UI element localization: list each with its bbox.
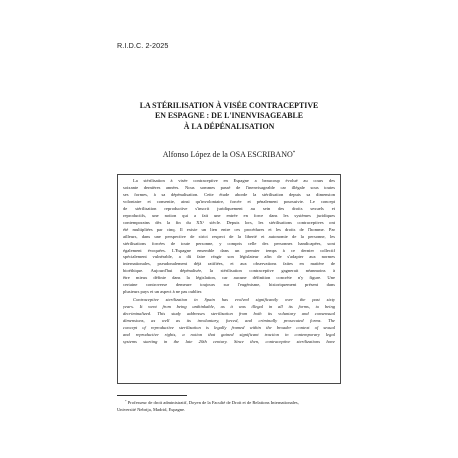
abstract-line: concept of reproductive sterilization is legally framed within the broader context of sexual bbox=[123, 325, 335, 331]
abstract-line: ailleurs, dans une perspective de strict respect de la liberté et autonomie de la personne, les bbox=[123, 233, 335, 239]
abstract-line: years. It went from being unthinkable, as it was illegal in all its forms, to being bbox=[123, 304, 335, 310]
footnote-mark: * bbox=[125, 399, 127, 403]
abstract-french bbox=[123, 178, 335, 296]
abstract-line: decriminalized. This study addresses sterilization from both its voluntary and consensual bbox=[123, 311, 335, 317]
abstract-line: contemporains dès la fin du XXᵉ siècle. Depuis lors, les stérilisations contraceptives ont bbox=[123, 219, 335, 225]
abstract-line: and reproductive rights, a notion that gained significant traction in contemporary legal bbox=[123, 331, 335, 337]
footnote bbox=[117, 398, 341, 414]
abstract-line: bioéthique. Aujourd'hui dépénalisée, la stérilisation contraceptive gagnerait néanmoins à bbox=[123, 268, 335, 274]
footnote-line: Université Nebrija, Madrid, Espagne. bbox=[117, 406, 186, 412]
title-line: À LA DÉPÉNALISATION bbox=[183, 121, 275, 131]
abstract-line: La stérilisation à visée contraceptive en Espagne a beaucoup évolué au cours des bbox=[133, 178, 335, 183]
author-line bbox=[117, 150, 341, 159]
journal-reference: R.I.D.C. 2-2025 bbox=[117, 41, 169, 50]
abstract-english bbox=[123, 297, 335, 346]
footnote-divider bbox=[117, 395, 187, 396]
abstract-line: systems starting in the late 20th century. Since then, contraceptive sterilizations have bbox=[123, 338, 335, 344]
abstract-line: Contraceptive sterilization in Spain has evolved significantly over the past sixty bbox=[133, 297, 335, 303]
abstract-line: été multipliées par cinq. Il existe un lien entre ces procédures et les droits de l'homme. Par bbox=[123, 226, 335, 232]
abstract-line: internationales, pseudonalement déjà ratifiées, et aux observations faites en matière de bbox=[123, 261, 335, 267]
abstract-line: ses formes, à sa dépénalisation. Cette étude aborde la stérilisation depuis sa dimension bbox=[123, 191, 335, 197]
abstract-line: reproductifs, une notion qui a fait une entrée en force dans les systèmes juridiques bbox=[123, 212, 335, 218]
abstract-line: être mieux définie dans la législation, car aucune définition concrète n'y figure. Une bbox=[123, 275, 335, 281]
title-line: LA STÉRILISATION À VISÉE CONTRACEPTIVE bbox=[139, 101, 319, 110]
title-line: EN ESPAGNE : DE L'INENVISAGEABLE bbox=[154, 111, 304, 121]
footnote-line bbox=[117, 398, 341, 407]
abstract-line: de stérilisation reproductive s'inscrit juridiquement au sein des droits sexuels et bbox=[123, 205, 335, 211]
abstract-line: spécialement vulnérable, a dû faire réagir son législateur afin de s'adapter aux normes bbox=[123, 254, 335, 260]
abstract-line: soixante dernières années. Nous sommes passé de l'inenvisageable car illégale sous toutes bbox=[123, 184, 335, 190]
author-name: Alfonso López de la OSA ESCRIBANO bbox=[162, 150, 293, 159]
author-footnote-mark: * bbox=[292, 151, 296, 156]
abstract-line: dimensions, as well as its involuntary, forced, and criminally prosecuted forms. The bbox=[123, 318, 335, 324]
abstract-line: également évoquées. L'Espagne ensemble dans un premier temps à ce dernier collectif bbox=[123, 247, 335, 253]
abstract-box bbox=[117, 174, 341, 384]
footnote-text: Professeur de droit administratif, Doyen de la Faculté de Droit et de Relations Internationales, bbox=[127, 399, 299, 405]
abstract-line: volontaire et consentie, ainsi qu'involontaire, forcée et pénalement poursuivie. Le concept bbox=[123, 198, 335, 204]
abstract-line: certaine controverse demeure toujours sur l'eugénisme, historiquement présent dans bbox=[123, 282, 335, 288]
abstract-line: plusieurs pays et un aspect à ne pas oublier. bbox=[123, 289, 203, 295]
article-title bbox=[117, 101, 341, 132]
abstract-line: stérilisations forcées de toute personne, y compris celle des personnes handicapées, sont bbox=[123, 240, 335, 246]
